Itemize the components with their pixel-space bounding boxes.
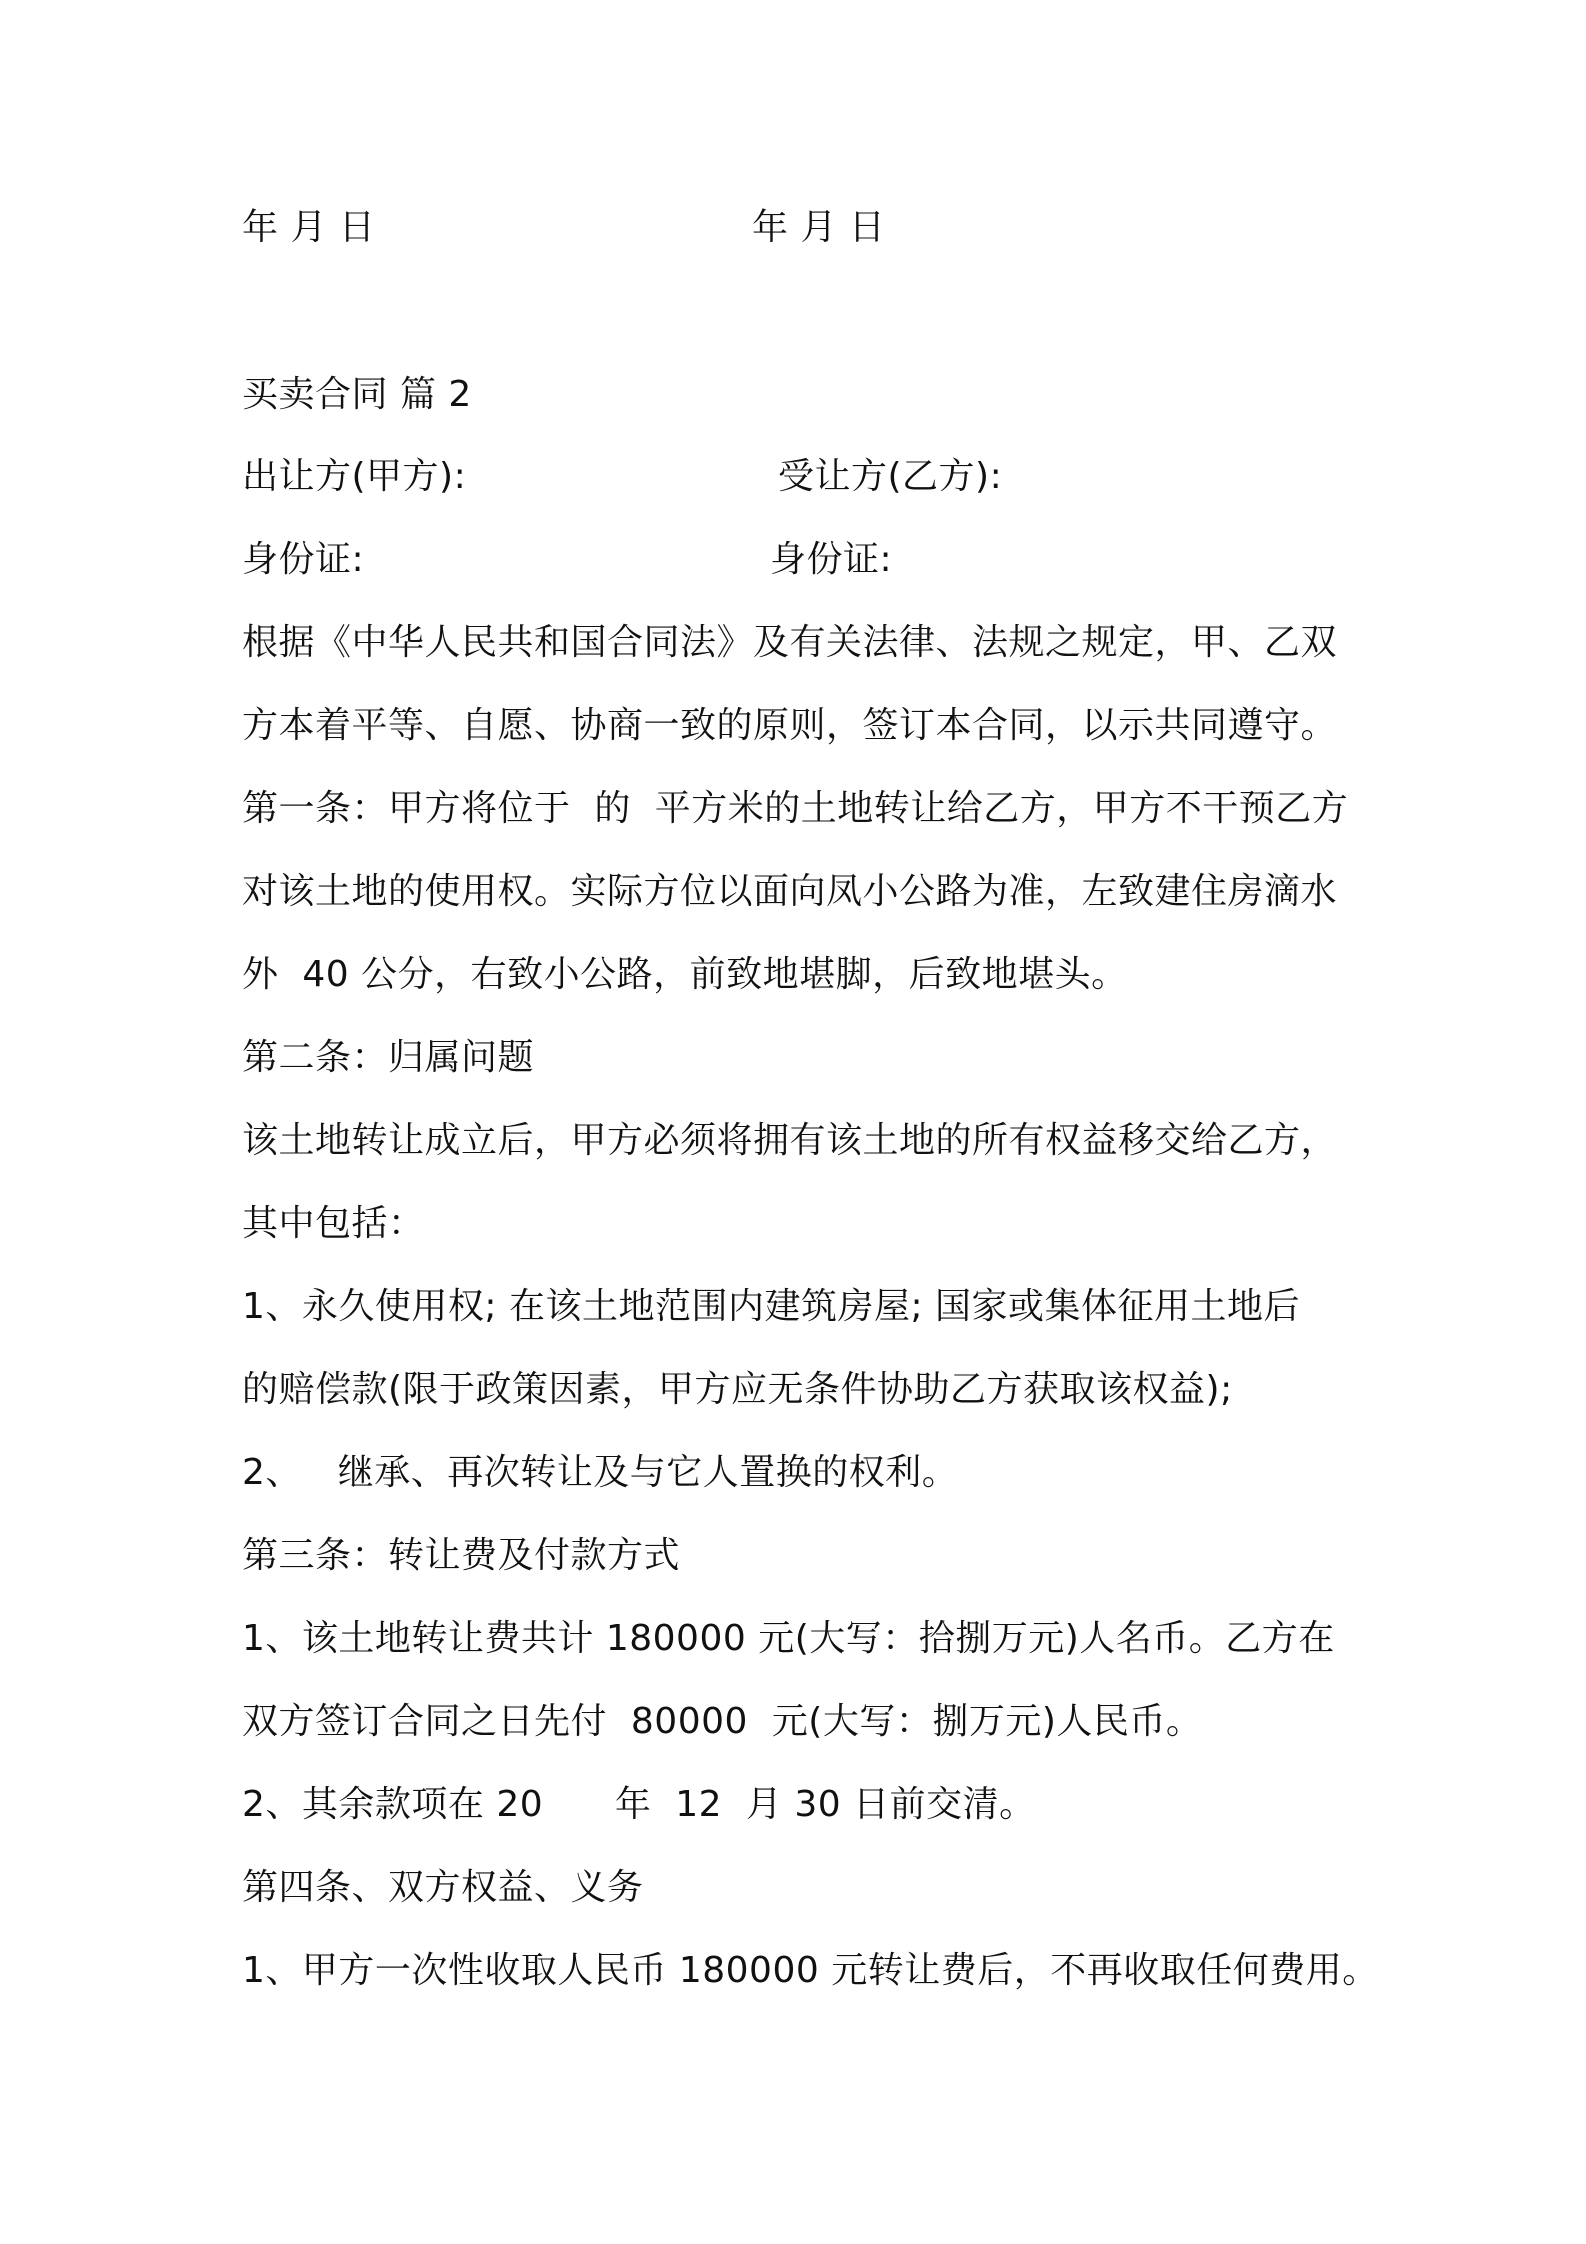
signature-date-right: 年 月 日 bbox=[752, 207, 886, 248]
article3-title: 第三条：转让费及付款方式 bbox=[242, 1535, 681, 1576]
article2-title: 第二条：归属问题 bbox=[242, 1037, 535, 1078]
id-left-label: 身份证: bbox=[242, 539, 365, 580]
article1-line: 对该土地的使用权。实际方位以面向凤小公路为准，左致建住房滴水 bbox=[242, 871, 1338, 912]
transferee-label: 受让方(乙方): bbox=[778, 456, 1003, 497]
article4-line: 1、甲方一次性收取人民币 180000 元转让费后，不再收取任何费用。 bbox=[242, 1950, 1379, 1991]
preamble-line: 根据《中华人民共和国合同法》及有关法律、法规之规定，甲、乙双 bbox=[242, 622, 1338, 663]
article3-line: 1、该土地转让费共计 180000 元(大写：拾捌万元)人名币。乙方在 bbox=[242, 1618, 1335, 1659]
article3-line: 双方签订合同之日先付 80000 元(大写：捌万元)人民币。 bbox=[242, 1701, 1203, 1742]
article2-line: 的赔偿款(限于政策因素，甲方应无条件协助乙方获取该权益); bbox=[242, 1369, 1233, 1410]
article2-line: 1、永久使用权; 在该土地范围内建筑房屋; 国家或集体征用土地后 bbox=[242, 1286, 1301, 1327]
preamble-line: 方本着平等、自愿、协商一致的原则，签订本合同，以示共同遵守。 bbox=[242, 705, 1338, 746]
transferor-label: 出让方(甲方): bbox=[242, 456, 467, 497]
id-right-label: 身份证: bbox=[770, 539, 893, 580]
article2-line: 其中包括： bbox=[242, 1203, 425, 1244]
article1-line: 第一条：甲方将位于 的 平方米的土地转让给乙方，甲方不干预乙方 bbox=[242, 788, 1349, 829]
article2-line: 该土地转让成立后，甲方必须将拥有该土地的所有权益移交给乙方， bbox=[242, 1120, 1338, 1161]
contract-title: 买卖合同 篇 2 bbox=[242, 374, 472, 415]
article3-line: 2、其余款项在 20 年 12 月 30 日前交清。 bbox=[242, 1784, 1036, 1825]
article4-title: 第四条、双方权益、义务 bbox=[242, 1867, 644, 1908]
article2-line: 2、 继承、再次转让及与它人置换的权利。 bbox=[242, 1452, 959, 1493]
signature-date-left: 年 月 日 bbox=[242, 207, 376, 248]
article1-line: 外 40 公分，右致小公路，前致地堪脚，后致地堪头。 bbox=[242, 954, 1128, 995]
